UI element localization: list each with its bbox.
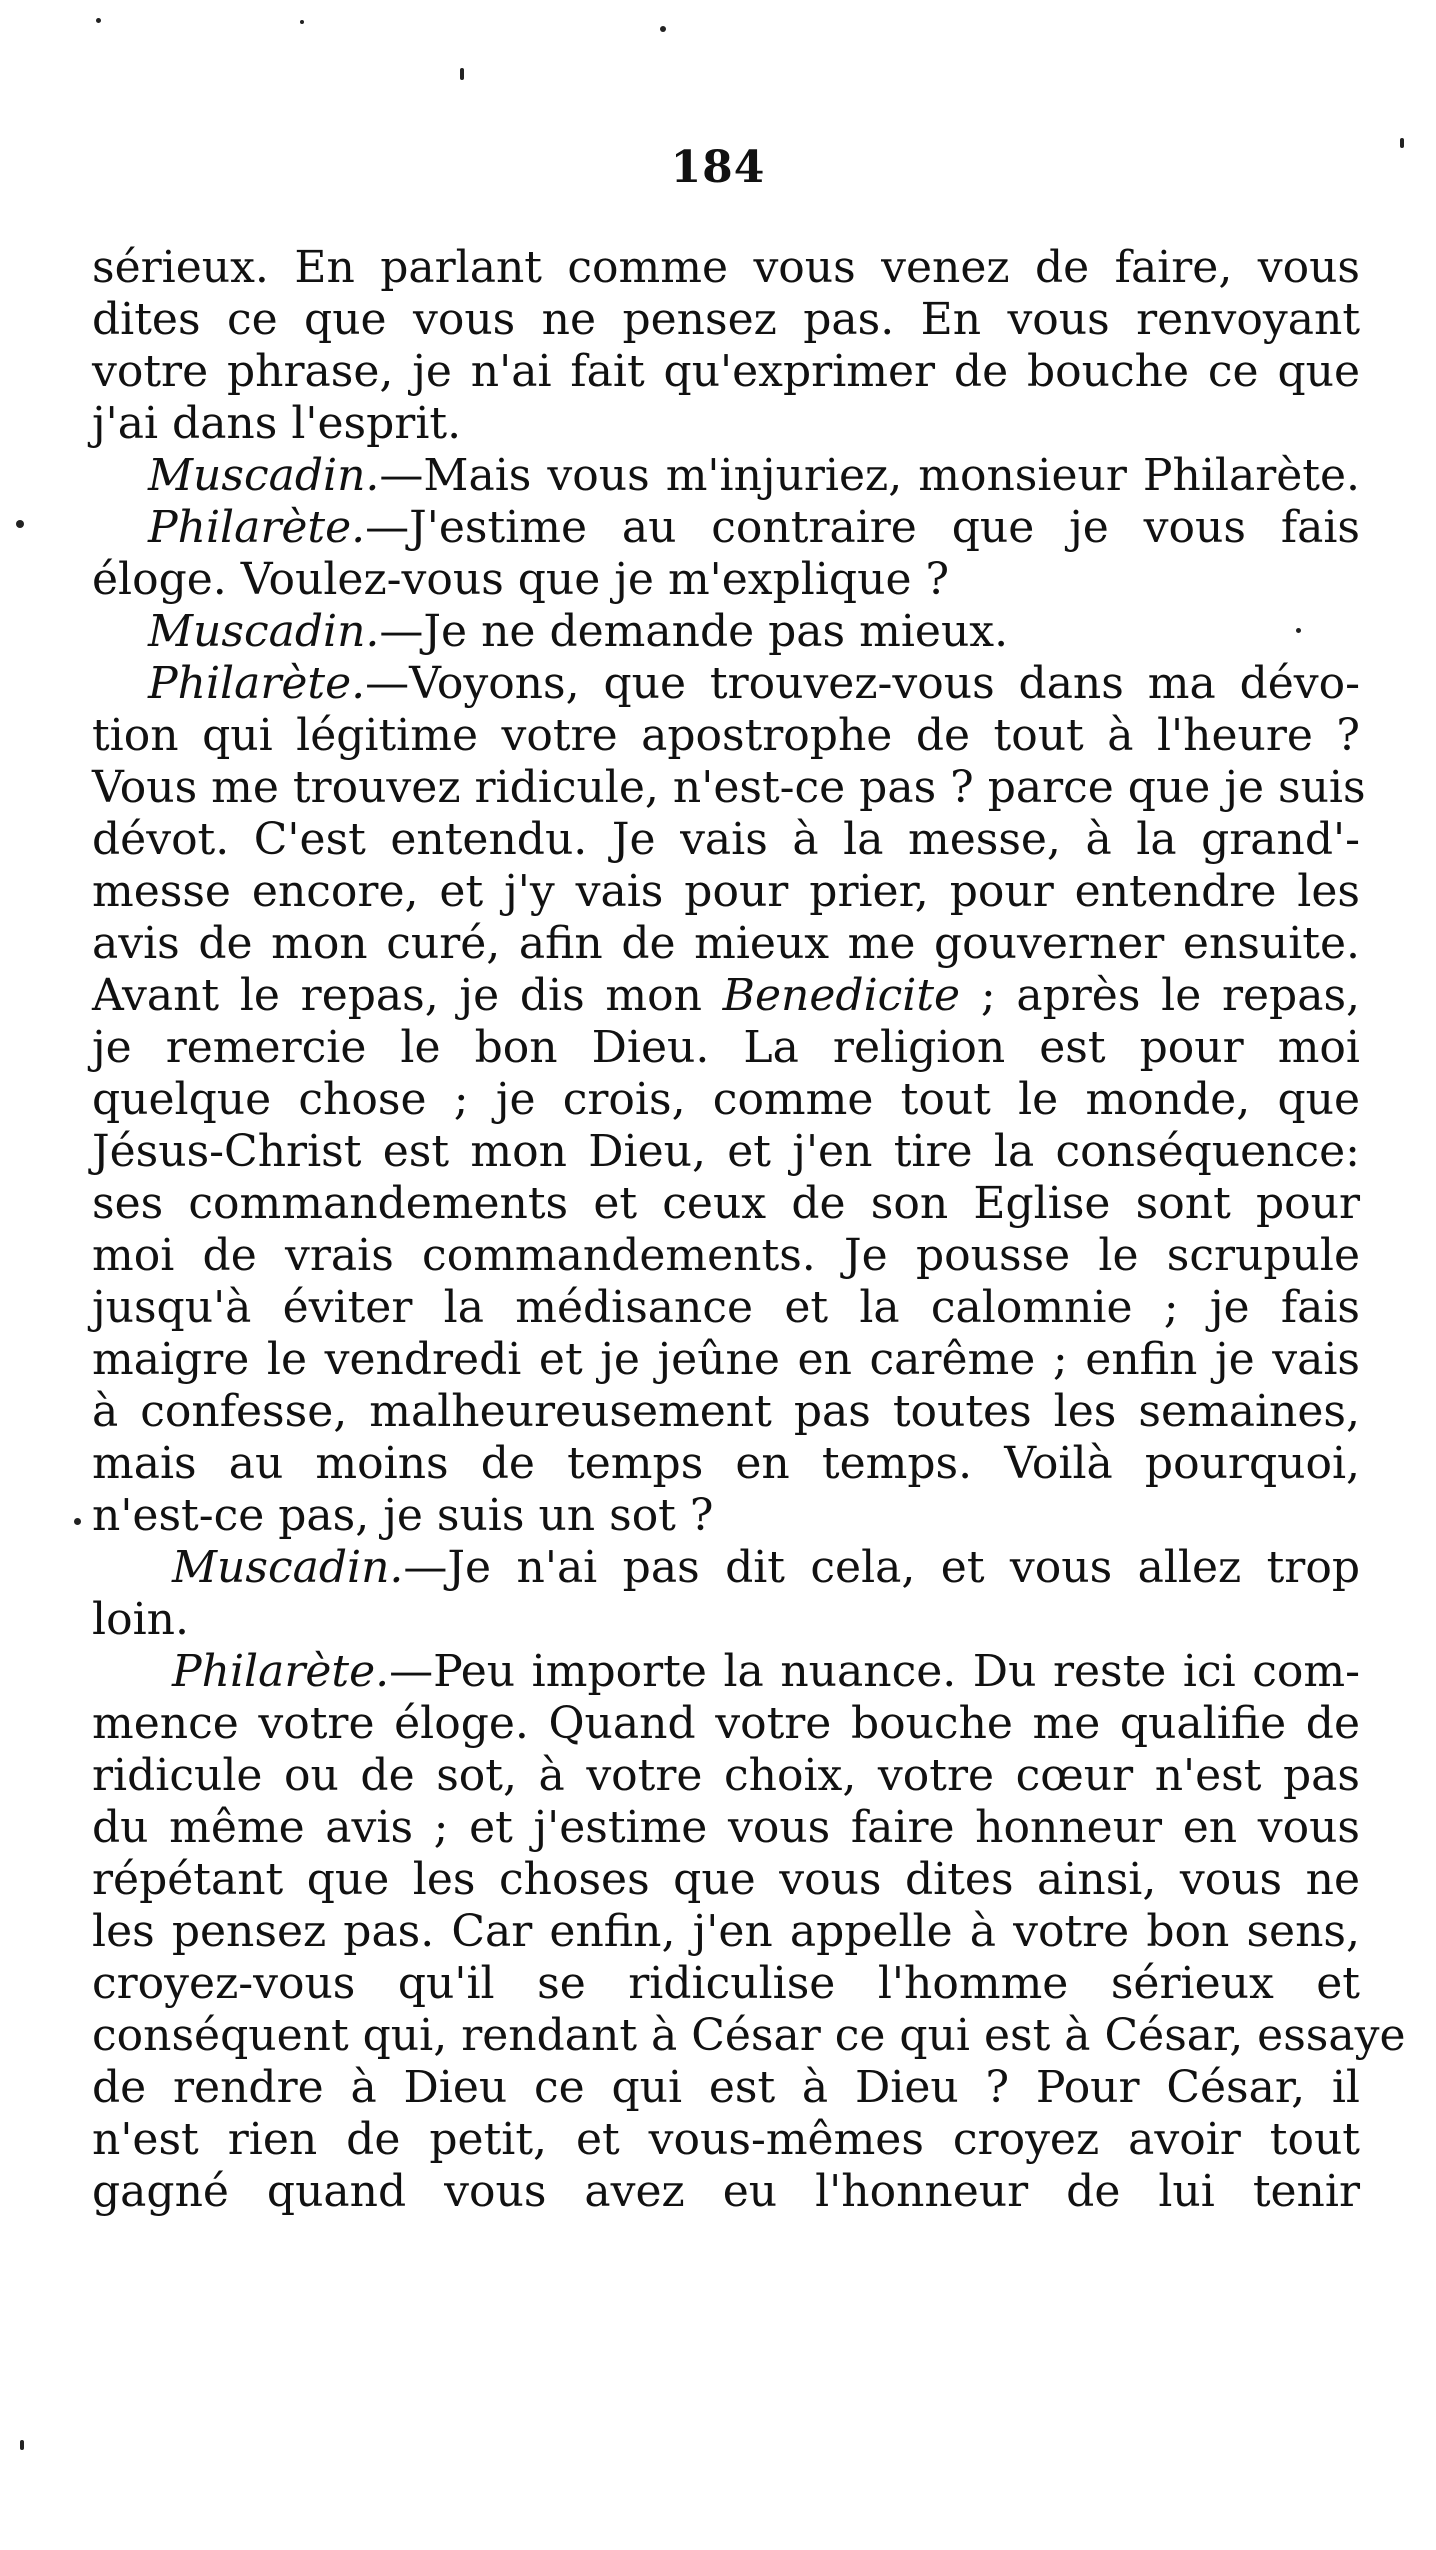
speaker-name: Muscadin. — [172, 1542, 404, 1593]
text-run: ; après le repas, — [960, 970, 1361, 1021]
text-line: moi de vrais commandements. Je pousse le scrupule — [92, 1230, 1360, 1281]
text-line — [92, 970, 1360, 1022]
text-line: ridicule ou de sot, à votre choix, votre cœur n'est pas — [92, 1750, 1360, 1801]
speaker-name: Philarète. — [148, 658, 366, 709]
dash: — — [365, 658, 410, 709]
text-line: votre phrase, je n'ai fait qu'exprimer de bouche ce que — [92, 346, 1360, 397]
dialogue-line — [92, 658, 1360, 710]
scan-speck — [74, 1518, 81, 1525]
text-line: conséquent qui, rendant à César ce qui est à César, essaye — [92, 2010, 1406, 2061]
text-line: Jésus-Christ est mon Dieu, et j'en tire la conséquence: — [92, 1126, 1360, 1177]
text-line: mais au moins de temps en temps. Voilà pourquoi, — [92, 1438, 1360, 1489]
text-line: à confesse, malheureusement pas toutes les semaines, — [92, 1386, 1360, 1437]
text-line: n'est rien de petit, et vous-mêmes croyez avoir tout — [92, 2114, 1360, 2165]
dash: — — [403, 1542, 448, 1593]
text-line: les pensez pas. Car enfin, j'en appelle à votre bon sens, — [92, 1906, 1360, 1957]
text-line: Vous me trouvez ridicule, n'est-ce pas ? parce que je suis — [92, 762, 1366, 813]
dash: — — [389, 1646, 434, 1697]
text-line: loin. — [92, 1594, 189, 1645]
text-line: sérieux. En parlant comme vous venez de faire, vous — [92, 242, 1360, 293]
text-run: Mais vous m'injuriez, monsieur Philarète. — [423, 450, 1360, 501]
scan-speck — [660, 26, 666, 32]
text-line: messe encore, et j'y vais pour prier, pour entendre les — [92, 866, 1360, 917]
text-line: avis de mon curé, afin de mieux me gouverner ensuite. — [92, 918, 1360, 969]
scan-speck — [300, 20, 304, 24]
text-run: Je ne demande pas mieux. — [423, 606, 1009, 657]
speaker-name: Philarète. — [148, 502, 366, 553]
italic-word: Benedicite — [722, 970, 961, 1021]
speaker-name: Philarète. — [172, 1646, 390, 1697]
text-line: dites ce que vous ne pensez pas. En vous renvoyant — [92, 294, 1360, 345]
dialogue-line — [92, 606, 1360, 658]
text-line: éloge. Voulez-vous que je m'explique ? — [92, 554, 950, 605]
text-run: Avant le repas, je dis mon — [92, 970, 723, 1021]
dash: — — [379, 606, 424, 657]
scan-speck — [1400, 138, 1404, 148]
text-line: quelque chose ; je crois, comme tout le monde, que — [92, 1074, 1360, 1125]
text-line: tion qui légitime votre apostrophe de tout à l'heure ? — [92, 710, 1360, 761]
text-line: croyez-vous qu'il se ridiculise l'homme sérieux et — [92, 1958, 1360, 2009]
text-run: Peu importe la nuance. Du reste ici com- — [433, 1646, 1360, 1697]
text-line: ses commandements et ceux de son Eglise sont pour — [92, 1178, 1360, 1229]
scan-speck — [1296, 628, 1301, 633]
text-line: gagné quand vous avez eu l'honneur de lui tenir — [92, 2166, 1360, 2217]
dialogue-line — [92, 1542, 1360, 1594]
scan-speck — [20, 2440, 24, 2450]
speaker-name: Muscadin. — [148, 606, 380, 657]
dash: — — [365, 502, 410, 553]
text-line: j'ai dans l'esprit. — [92, 398, 462, 449]
text-line: je remercie le bon Dieu. La religion est pour moi — [92, 1022, 1360, 1073]
dialogue-line — [92, 1646, 1360, 1698]
text-line: mence votre éloge. Quand votre bouche me qualifie de — [92, 1698, 1360, 1749]
text-run: Je n'ai pas dit cela, et vous allez trop — [447, 1542, 1360, 1593]
text-run: J'estime au contraire que je vous fais — [409, 502, 1360, 553]
dash: — — [379, 450, 424, 501]
scan-speck — [16, 520, 24, 528]
page-number: 184 — [670, 142, 766, 193]
text-line: jusqu'à éviter la médisance et la calomnie ; je fais — [92, 1282, 1360, 1333]
scan-speck — [96, 18, 101, 23]
dialogue-line — [92, 502, 1360, 554]
dialogue-line — [92, 450, 1360, 502]
text-line: n'est-ce pas, je suis un sot ? — [92, 1490, 714, 1541]
scan-speck — [460, 68, 464, 80]
text-line: répétant que les choses que vous dites ainsi, vous ne — [92, 1854, 1360, 1905]
body-text — [92, 242, 1406, 2218]
text-line: maigre le vendredi et je jeûne en carême ; enfin je vais — [92, 1334, 1360, 1385]
text-run: Voyons, que trouvez-vous dans ma dévo- — [409, 658, 1360, 709]
text-line: de rendre à Dieu ce qui est à Dieu ? Pour César, il — [92, 2062, 1360, 2113]
text-line: du même avis ; et j'estime vous faire honneur en vous — [92, 1802, 1360, 1853]
text-line: dévot. C'est entendu. Je vais à la messe, à la grand'- — [92, 814, 1360, 865]
speaker-name: Muscadin. — [148, 450, 380, 501]
